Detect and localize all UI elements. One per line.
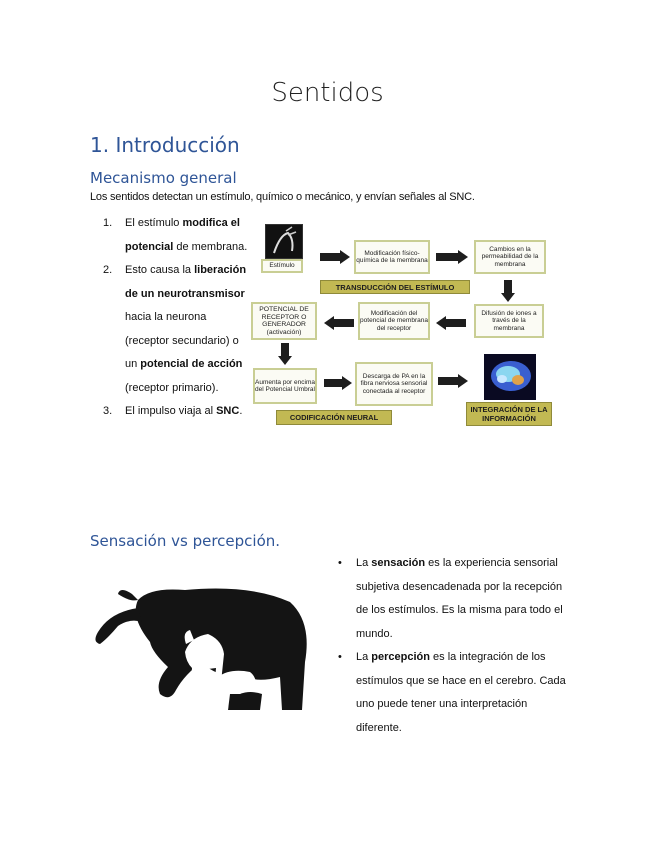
band-integracion: INTEGRACIÓN DE LA INFORMACIÓN bbox=[466, 402, 552, 426]
text-run: . bbox=[239, 405, 243, 417]
band-transduccion: TRANSDUCCIÓN DEL ESTÍMULO bbox=[320, 280, 470, 294]
text-run: es la experiencia sensorial subjetiva desencadenada por la recepción de los estímulos. Es la misma para todo el mundo. bbox=[356, 557, 563, 640]
arrow-down-icon bbox=[501, 280, 515, 302]
arrow-right-icon bbox=[324, 376, 352, 390]
text-run: La bbox=[356, 651, 372, 663]
arrow-right-icon bbox=[438, 374, 468, 388]
step-number: 3. bbox=[103, 405, 113, 417]
steps-list bbox=[103, 212, 248, 424]
step-number: 2. bbox=[103, 264, 113, 276]
subheading-mecanismo-general: Mecanismo general bbox=[90, 169, 237, 187]
band-codificacion: CODIFICACIÓN NEURAL bbox=[276, 410, 392, 425]
bullets-list bbox=[336, 552, 571, 740]
box-estimulo: Estímulo bbox=[261, 259, 303, 273]
text-run: Esto causa la bbox=[125, 264, 195, 276]
section-heading-introduccion: 1. Introducción bbox=[90, 133, 240, 157]
bold-text: percepción bbox=[371, 651, 430, 663]
stimulus-image bbox=[265, 224, 303, 259]
box-aumenta-umbral: Aumenta por encima del Potencial Umbral bbox=[253, 368, 317, 404]
box-difusion-iones: Difusión de iones a través de la membrana bbox=[474, 304, 544, 338]
text-run: El estímulo bbox=[125, 217, 183, 229]
text-run: (receptor primario). bbox=[125, 381, 219, 394]
bullet-item bbox=[336, 552, 571, 646]
box-modificacion-potencial: Modificación del potencial de membrana del receptor bbox=[358, 302, 430, 340]
text-run: de membrana. bbox=[173, 240, 248, 253]
bullet-item bbox=[336, 646, 571, 740]
box-potencial-receptor: POTENCIAL DE RECEPTOR O GENERADOR (activación) bbox=[251, 302, 317, 340]
text-run: es la integración de los estímulos que se hace en el cerebro. Cada uno puede tener una interpretación diferente. bbox=[356, 651, 566, 734]
bold-text: potencial de acción bbox=[140, 358, 243, 370]
sensory-process-diagram bbox=[248, 222, 558, 432]
box-descarga-pa: Descarga de PA en la fibra nerviosa sensorial conectada al receptor bbox=[355, 362, 433, 406]
box-modificacion-fq: Modificación físico-química de la membrana bbox=[354, 240, 430, 274]
arrow-right-icon bbox=[320, 250, 350, 264]
text-run: hacia la neurona (receptor secundario) o un bbox=[125, 311, 239, 370]
arrow-right-icon bbox=[436, 250, 468, 264]
box-cambios-permeabilidad: Cambios en la permeabilidad de la membrana bbox=[474, 240, 546, 274]
step-item bbox=[103, 259, 248, 400]
bullet-icon: • bbox=[338, 651, 342, 663]
bullet-icon: • bbox=[338, 557, 342, 569]
text-run: La bbox=[356, 557, 372, 569]
arrow-down-icon bbox=[278, 343, 292, 365]
bold-text: liberación de un neurotransmisor bbox=[125, 264, 247, 300]
arrow-left-icon bbox=[324, 316, 354, 330]
page-title: Sentidos bbox=[271, 78, 384, 108]
elephant-illusion-image bbox=[90, 582, 332, 717]
brain-image bbox=[484, 354, 536, 400]
arrow-left-icon bbox=[436, 316, 466, 330]
step-item bbox=[103, 400, 248, 424]
step-number: 1. bbox=[103, 217, 113, 229]
subheading-sensacion-percepcion: Sensación vs percepción. bbox=[90, 532, 281, 550]
bold-text: SNC bbox=[216, 405, 240, 417]
step-item bbox=[103, 212, 248, 259]
bold-text: sensación bbox=[371, 557, 426, 569]
intro-paragraph: Los sentidos detectan un estímulo, químico o mecánico, y envían señales al SNC. bbox=[90, 191, 475, 203]
text-run: El impulso viaja al bbox=[125, 405, 217, 417]
bold-text: modifica el potencial bbox=[125, 217, 240, 253]
